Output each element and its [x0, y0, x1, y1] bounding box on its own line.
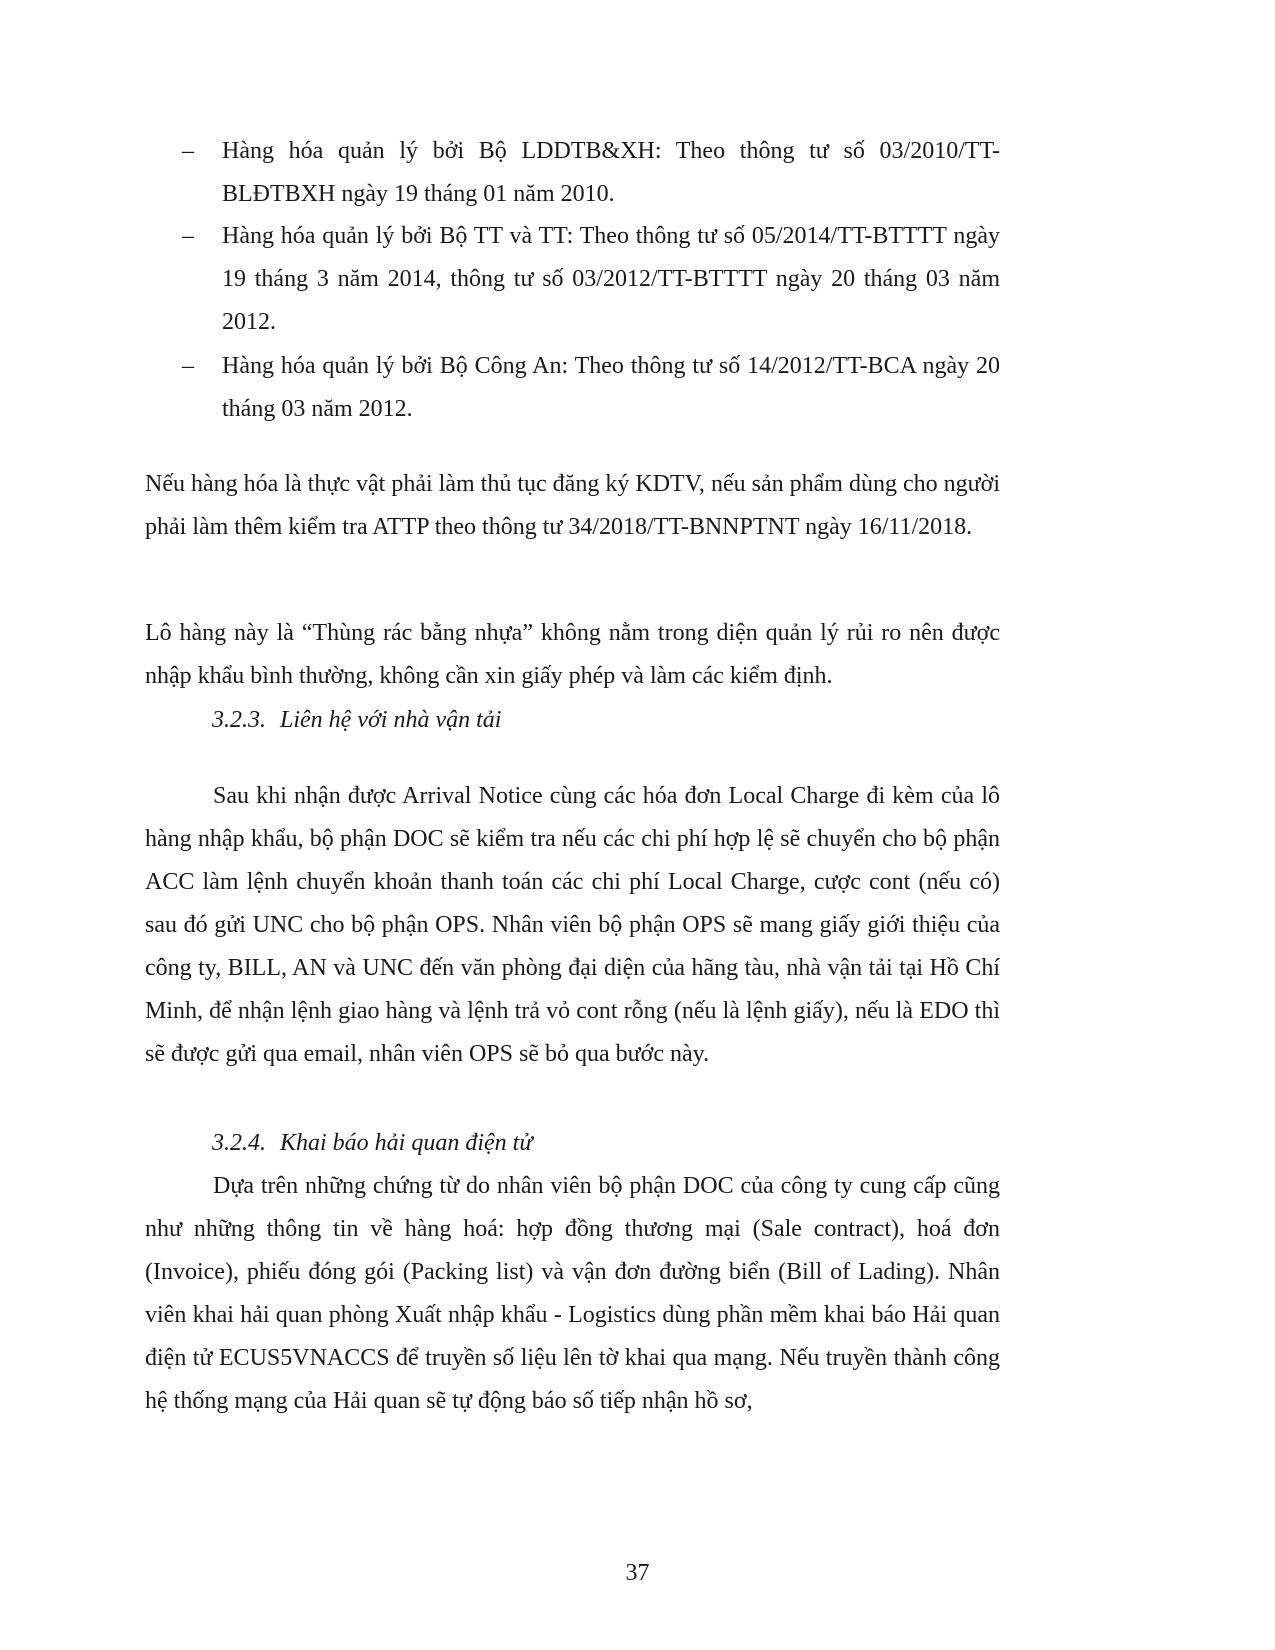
bullet-dash: –	[182, 353, 194, 379]
list-item-text: Hàng hóa quản lý bởi Bộ Công An: Theo thông tư số 14/2012/TT-BCA ngày 20 tháng 03 năm 2012.	[222, 353, 1000, 422]
paragraph-shipment-note: Lô hàng này là “Thùng rác bằng nhựa” không nằm trong diện quản lý rủi ro nên được nhập khẩu bình thường, không cần xin giấy phép và làm các kiểm định.	[145, 620, 1000, 689]
list-item-text: Hàng hóa quản lý bởi Bộ LDDTB&XH: Theo thông tư số 03/2010/TT-BLĐTBXH ngày 19 tháng 01 năm 2010.	[222, 138, 1000, 207]
section-number: 3.2.3.	[212, 707, 266, 733]
section-3-2-3-body: Sau khi nhận được Arrival Notice cùng các hóa đơn Local Charge đi kèm của lô hàng nhập khẩu, bộ phận DOC sẽ kiểm tra nếu các chi phí hợp lệ sẽ chuyển cho bộ phận ACC làm lệnh chuyển khoản thanh toán các chi phí Local Charge, cược cont (nếu có) sau đó gửi UNC cho bộ phận OPS. Nhân viên bộ phận OPS sẽ mang giấy giới thiệu của công ty, BILL, AN và UNC đến văn phòng đại diện của hãng tàu, nhà vận tải tại Hồ Chí Minh, để nhận lệnh giao hàng và lệnh trả vỏ cont rỗng (nếu là lệnh giấy), nếu là EDO thì sẽ được gửi qua email, nhân viên OPS sẽ bỏ qua bước này.	[145, 783, 1000, 1067]
page-number: 37	[625, 1560, 650, 1586]
list-item-text: Hàng hóa quản lý bởi Bộ TT và TT: Theo thông tư số 05/2014/TT-BTTTT ngày 19 tháng 3 năm 2014, thông tư số 03/2012/TT-BTTTT ngày 20 tháng 03 năm 2012.	[222, 223, 1000, 335]
section-3-2-4-body: Dựa trên những chứng từ do nhân viên bộ phận DOC của công ty cung cấp cũng như những thông tin về hàng hoá: hợp đồng thương mại (Sale contract), hoá đơn (Invoice), phiếu đóng gói (Packing list) và vận đơn đường biển (Bill of Lading). Nhân viên khai hải quan phòng Xuất nhập khẩu - Logistics dùng phần mềm khai báo Hải quan điện tử ECUS5VNACCS để truyền số liệu lên tờ khai qua mạng. Nếu truyền thành công hệ thống mạng của Hải quan sẽ tự động báo số tiếp nhận hồ sơ,	[145, 1173, 1000, 1414]
bullet-dash: –	[182, 223, 194, 249]
section-number: 3.2.4.	[212, 1130, 266, 1156]
section-heading-3-2-3	[212, 700, 501, 740]
section-heading-3-2-4	[212, 1123, 532, 1163]
bullet-dash: –	[182, 138, 194, 164]
paragraph-plant-quarantine: Nếu hàng hóa là thực vật phải làm thủ tục đăng ký KDTV, nếu sản phẩm dùng cho người phải làm thêm kiểm tra ATTP theo thông tư 34/2018/TT-BNNPTNT ngày 16/11/2018.	[145, 471, 1000, 540]
section-title: Liên hệ với nhà vận tải	[280, 707, 502, 733]
section-title: Khai báo hải quan điện tử	[280, 1130, 533, 1156]
